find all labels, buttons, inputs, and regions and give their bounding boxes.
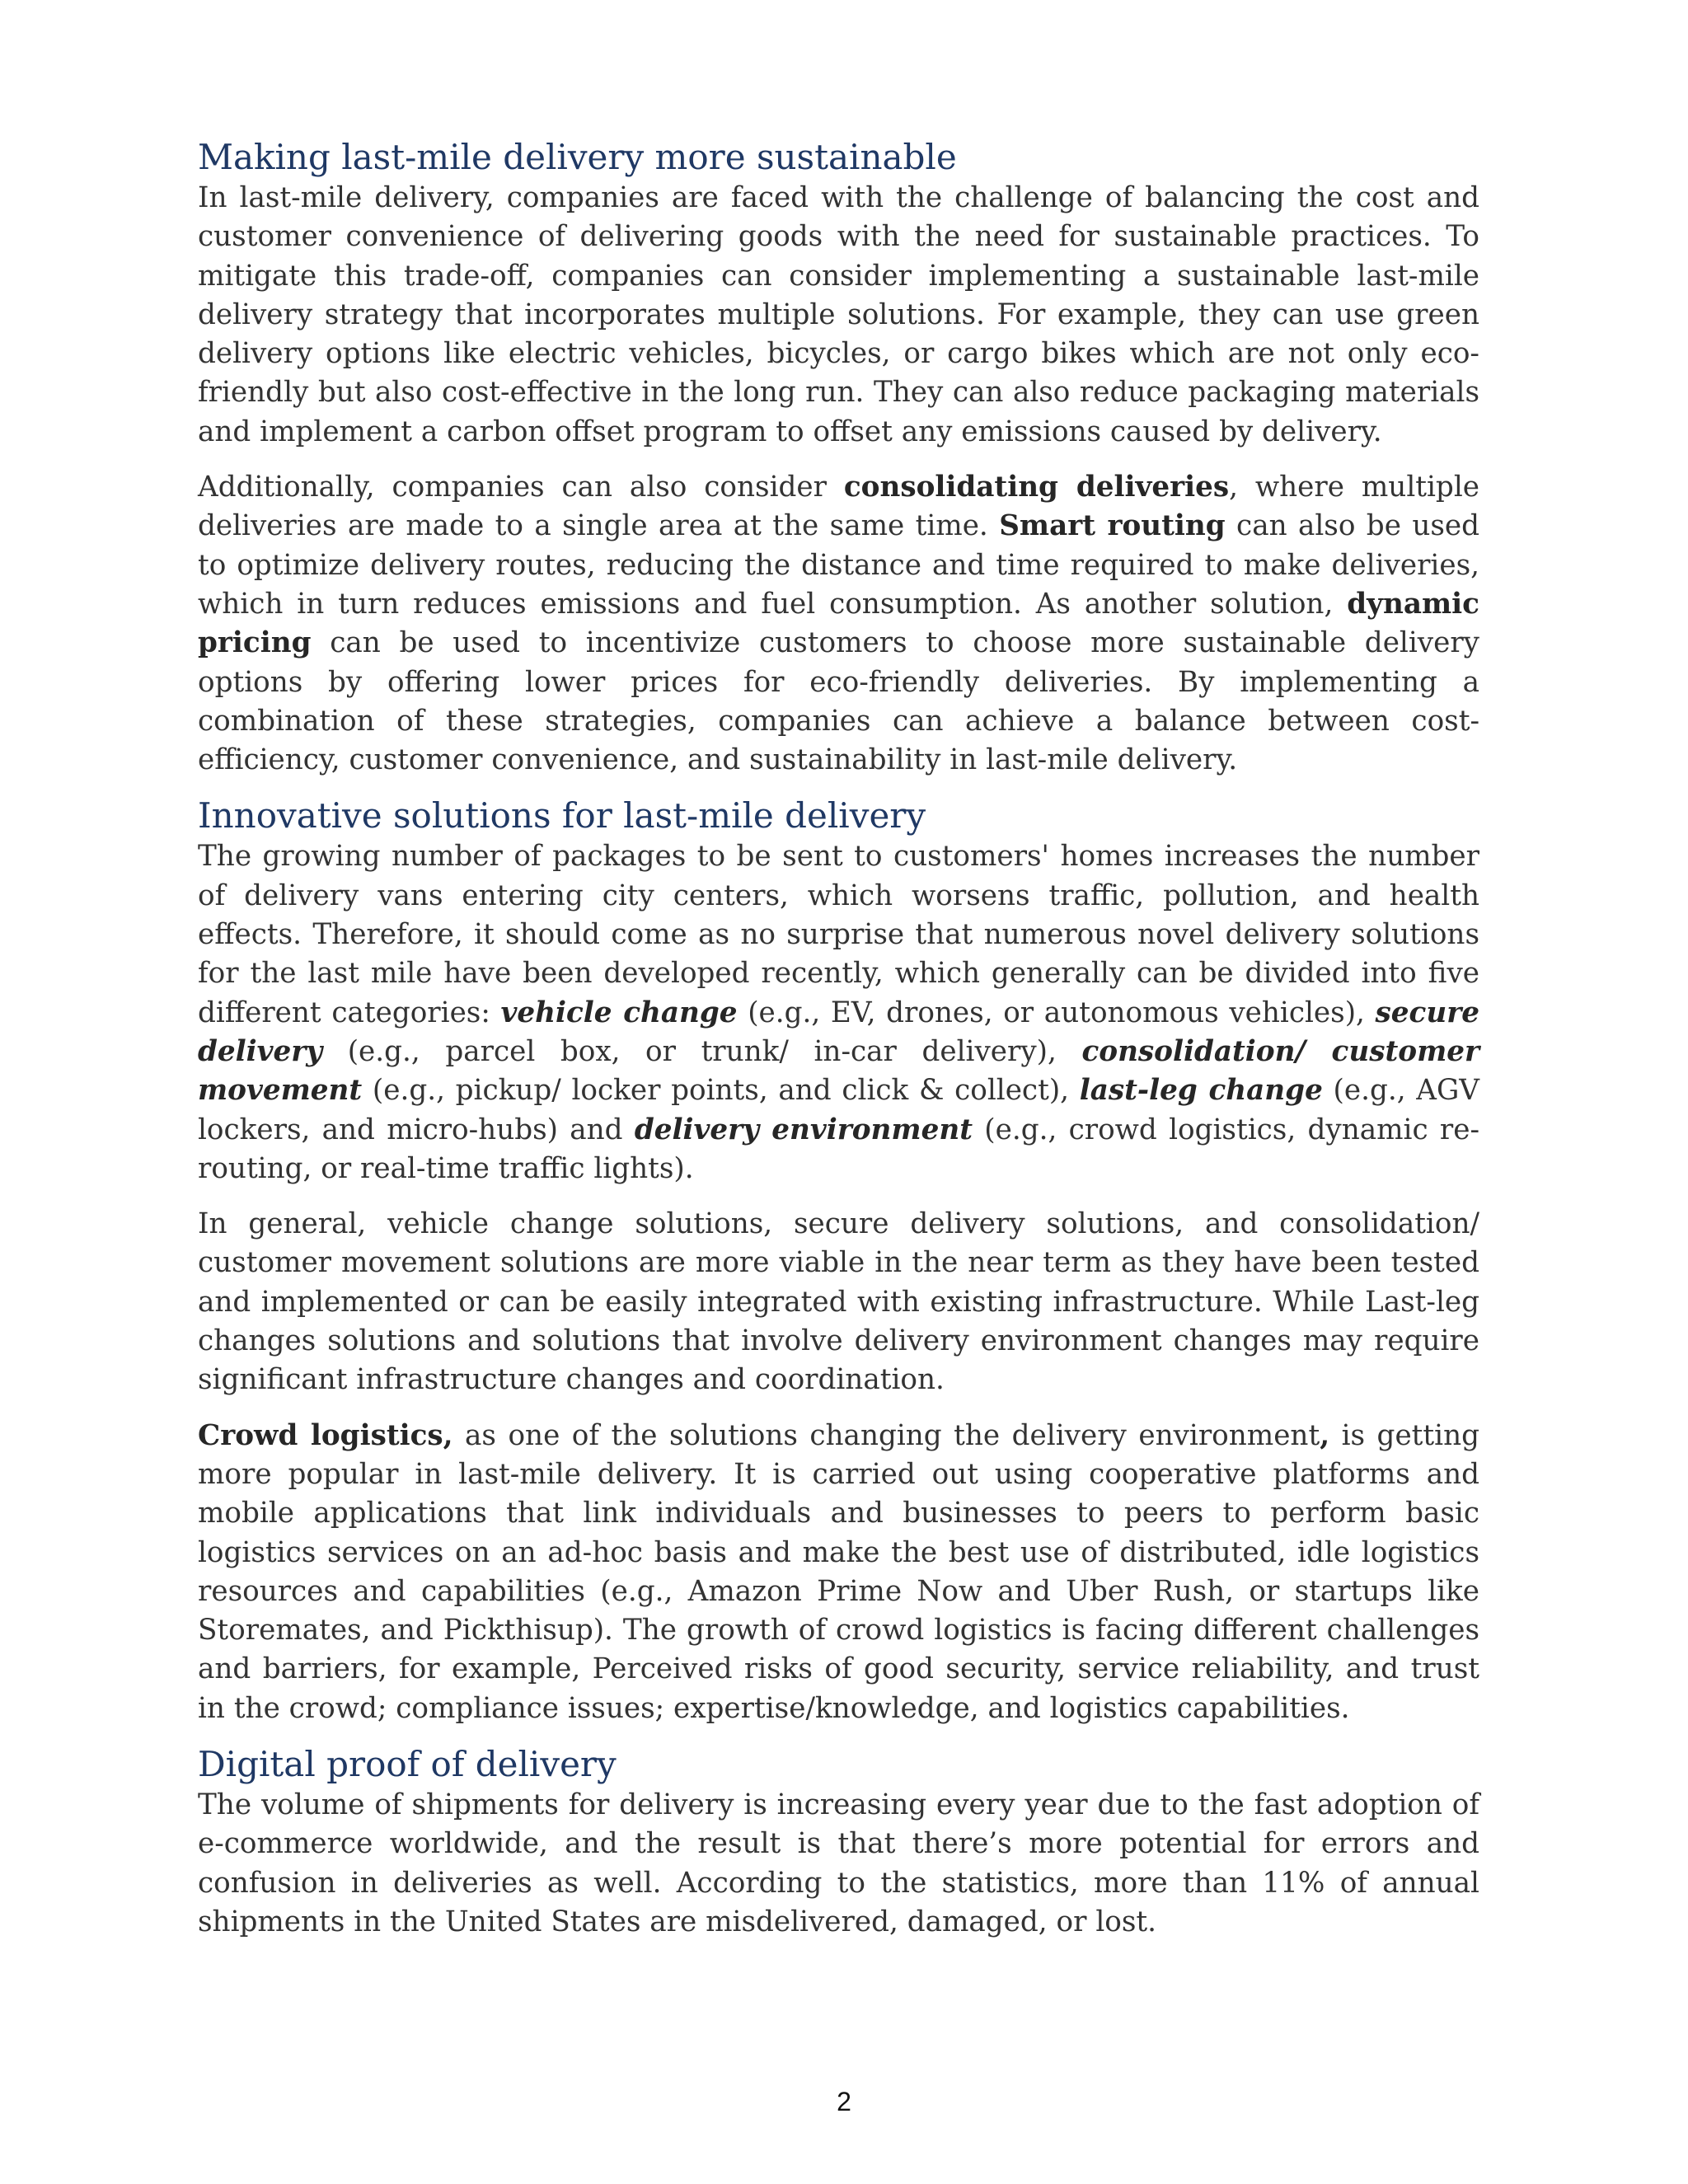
paragraph-innovative-viability: In general, vehicle change solutions, secure delivery solutions, and consolidation/ customer movement solutions are more viable in the near term as they have been tested and implemented or can be easily integrated with existing infrastructure. While Last-leg changes solutions and solutions that involve delivery environment changes may require significant infrastructure changes and coordination. bbox=[198, 1207, 1479, 1397]
section-heading-sustainable: Making last-mile delivery more sustainable bbox=[198, 137, 957, 177]
term-consolidating-deliveries: consolidating deliveries bbox=[843, 471, 1230, 504]
term-delivery-environment: delivery environment bbox=[634, 1113, 973, 1146]
page-number: 2 bbox=[837, 2087, 851, 2116]
section-heading-innovative: Innovative solutions for last-mile delivery bbox=[198, 795, 926, 837]
paragraph-innovative-categories: The growing number of packages to be sent to customers' homes increases the number of delivery vans entering city centers, which worsens traffic, pollution, and health effects. Therefore, it should come as no surprise that numerous novel delivery solutions for the last mile have been developed recently, which generally can be divided into five different categories: vehicle change (e.g., EV, drones, or autonomous vehicles), secure delivery (e.g., parcel box, or trunk/ in-car delivery), consolidation/ customer movement (e.g., pickup/ locker points, and click & collect), last-leg change (e.g., AGV lockers, and micro-hubs) and delivery environment (e.g., crowd logistics, dynamic re-routing, or real-time traffic lights). bbox=[198, 840, 1480, 1185]
term-crowd-logistics: Crowd logistics, bbox=[198, 1418, 453, 1452]
term-consolidation-customer-movement: consolidation/ customer movement bbox=[198, 1034, 1480, 1108]
term-secure-delivery: secure delivery bbox=[198, 996, 1479, 1068]
paragraph-sustainable-strategies: Additionally, companies can also consider consolidating deliveries, where multiple deliveries are made to a single area at the same time. Smart routing can also be used to optimize delivery routes, reducing the distance and time required to make deliveries, which in turn reduces emissions and fuel consumption. As another solution, dynamic pricing can be used to incentivize customers to choose more sustainable delivery options by offering lower prices for eco-friendly deliveries. By implementing a combination of these strategies, companies can achieve a balance between cost-efficiency, customer convenience, and sustainability in last-mile delivery. bbox=[198, 471, 1479, 777]
paragraph-crowd-logistics: Crowd logistics, as one of the solutions changing the delivery environment, is getting more popular in last-mile delivery. It is carried out using cooperative platforms and mobile applications that link individuals and businesses to peers to perform basic logistics services on an ad-hoc basis and make the best use of distributed, idle logistics resources and capabilities (e.g., Amazon Prime Now and Uber Rush, or startups like Storemates, and Pickthisup). The growth of crowd logistics is facing different challenges and barriers, for example, Perceived risks of good security, service reliability, and trust in the crowd; compliance issues; expertise/knowledge, and logistics capabilities. bbox=[198, 1418, 1479, 1725]
term-last-leg-change: last-leg change bbox=[1079, 1074, 1323, 1108]
section-heading-digital-proof: Digital proof of delivery bbox=[198, 1743, 617, 1784]
document-page bbox=[198, 136, 1479, 1942]
term-vehicle-change: vehicle change bbox=[500, 996, 738, 1029]
term-dynamic-pricing: dynamic pricing bbox=[198, 587, 1479, 660]
term-smart-routing: Smart routing bbox=[999, 509, 1226, 543]
paragraph-digital-proof: The volume of shipments for delivery is increasing every year due to the fast adoption of e-commerce worldwide, and the result is that there’s more potential for errors and confusion in deliveries as well. According to the statistics, more than 11% of annual shipments in the United States are misdelivered, damaged, or lost. bbox=[198, 1788, 1479, 1938]
paragraph-sustainable-intro: In last-mile delivery, companies are faced with the challenge of balancing the cost and customer convenience of delivering goods with the need for sustainable practices. To mitigate this trade-off, companies can consider implementing a sustainable last-mile delivery strategy that incorporates multiple solutions. For example, they can use green delivery options like electric vehicles, bicycles, or cargo bikes which are not only eco-friendly but also cost-effective in the long run. They can also reduce packaging materials and implement a carbon offset program to offset any emissions caused by delivery. bbox=[198, 181, 1479, 448]
